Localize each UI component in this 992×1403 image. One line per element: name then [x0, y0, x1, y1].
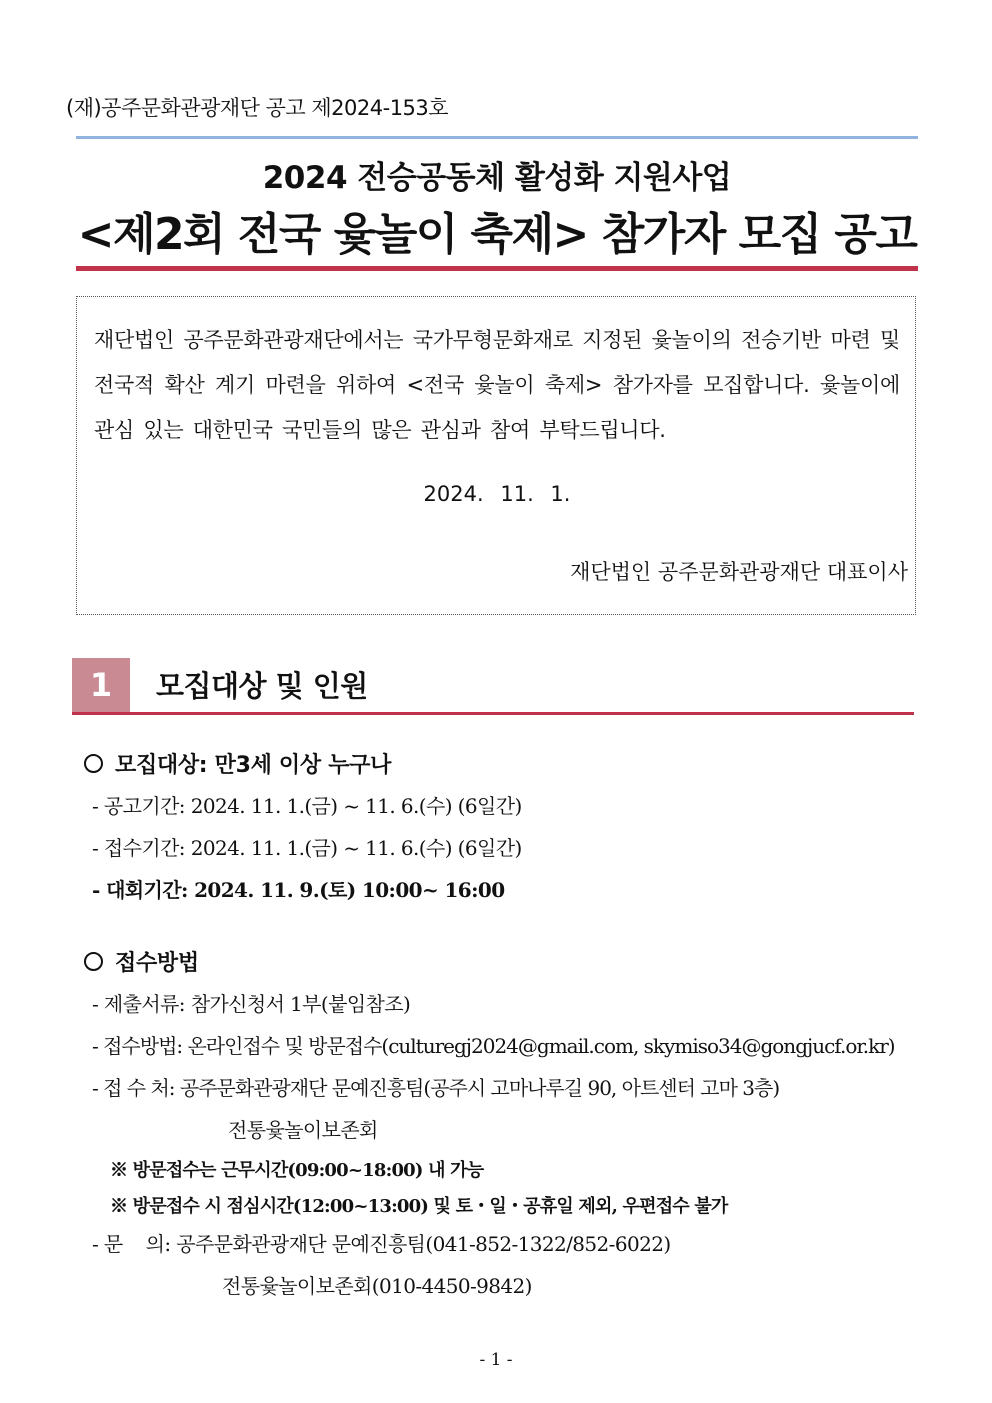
announcement-date: 2024. 11. 1. — [423, 482, 571, 506]
list-item: - 문 의: 공주문화관광재단 문예진흥팀(041-852-1322/852-6022) — [92, 1232, 671, 1256]
recruit-heading-text: 모집대상: 만3세 이상 누구나 — [115, 753, 392, 778]
event-period: - 대회기간: 2024. 11. 9.(토) 10:00~ 16:00 — [92, 878, 505, 902]
circle-bullet-icon — [84, 952, 103, 971]
list-item: - 제출서류: 참가신청서 1부(붙임참조) — [92, 992, 411, 1016]
list-item: - 접수방법: 온라인접수 및 방문접수(culturegj2024@gmail.com, skymiso34@gongjucf.or.kr) — [92, 1034, 895, 1058]
signer: 재단법인 공주문화관광재단 대표이사 — [570, 560, 908, 584]
section-divider — [72, 712, 914, 715]
section-number: 1 — [72, 658, 130, 712]
list-item: - 접 수 처: 공주문화관광재단 문예진흥팀(공주시 고마나루길 90, 아트센터 고마 3층) — [92, 1076, 780, 1100]
note: ※ 방문접수 시 점심시간(12:00~13:00) 및 토・일・공휴일 제외, 우편접수 불가 — [110, 1196, 728, 1217]
recruit-heading — [84, 748, 391, 779]
list-item-continuation: 전통윷놀이보존회 — [228, 1118, 378, 1142]
title-divider — [76, 266, 918, 271]
page-title: <제2회 전국 윷놀이 축제> 참가자 모집 공고 — [77, 209, 917, 260]
intro-text: 재단법인 공주문화관광재단에서는 국가무형문화재로 지정된 윷놀이의 전승기반 마련 및 전국적 확산 계기 마련을 위하여 <전국 윷놀이 축제> 참가자를 모집합니다. 윷놀이에 관심 있는 대한민국 국민들의 많은 관심과 참여 부탁드립니다. — [94, 328, 900, 442]
note: ※ 방문접수는 근무시간(09:00~18:00) 내 가능 — [110, 1160, 484, 1181]
notice-number: (재)공주문화관광재단 공고 제2024-153호 — [66, 96, 449, 120]
apply-heading-text: 접수방법 — [115, 951, 199, 976]
circle-bullet-icon — [84, 754, 103, 773]
apply-heading — [84, 946, 199, 977]
list-item: - 접수기간: 2024. 11. 1.(금) ~ 11. 6.(수) (6일간) — [92, 836, 522, 860]
list-item-continuation: 전통윷놀이보존회(010-4450-9842) — [222, 1274, 532, 1298]
page-subtitle: 2024 전승공동체 활성화 지원사업 — [262, 160, 732, 196]
page-number: - 1 - — [479, 1350, 513, 1370]
section-title: 모집대상 및 인원 — [156, 669, 368, 703]
top-divider — [76, 136, 918, 139]
list-item — [92, 874, 505, 903]
list-item: - 공고기간: 2024. 11. 1.(금) ~ 11. 6.(수) (6일간) — [92, 794, 522, 818]
